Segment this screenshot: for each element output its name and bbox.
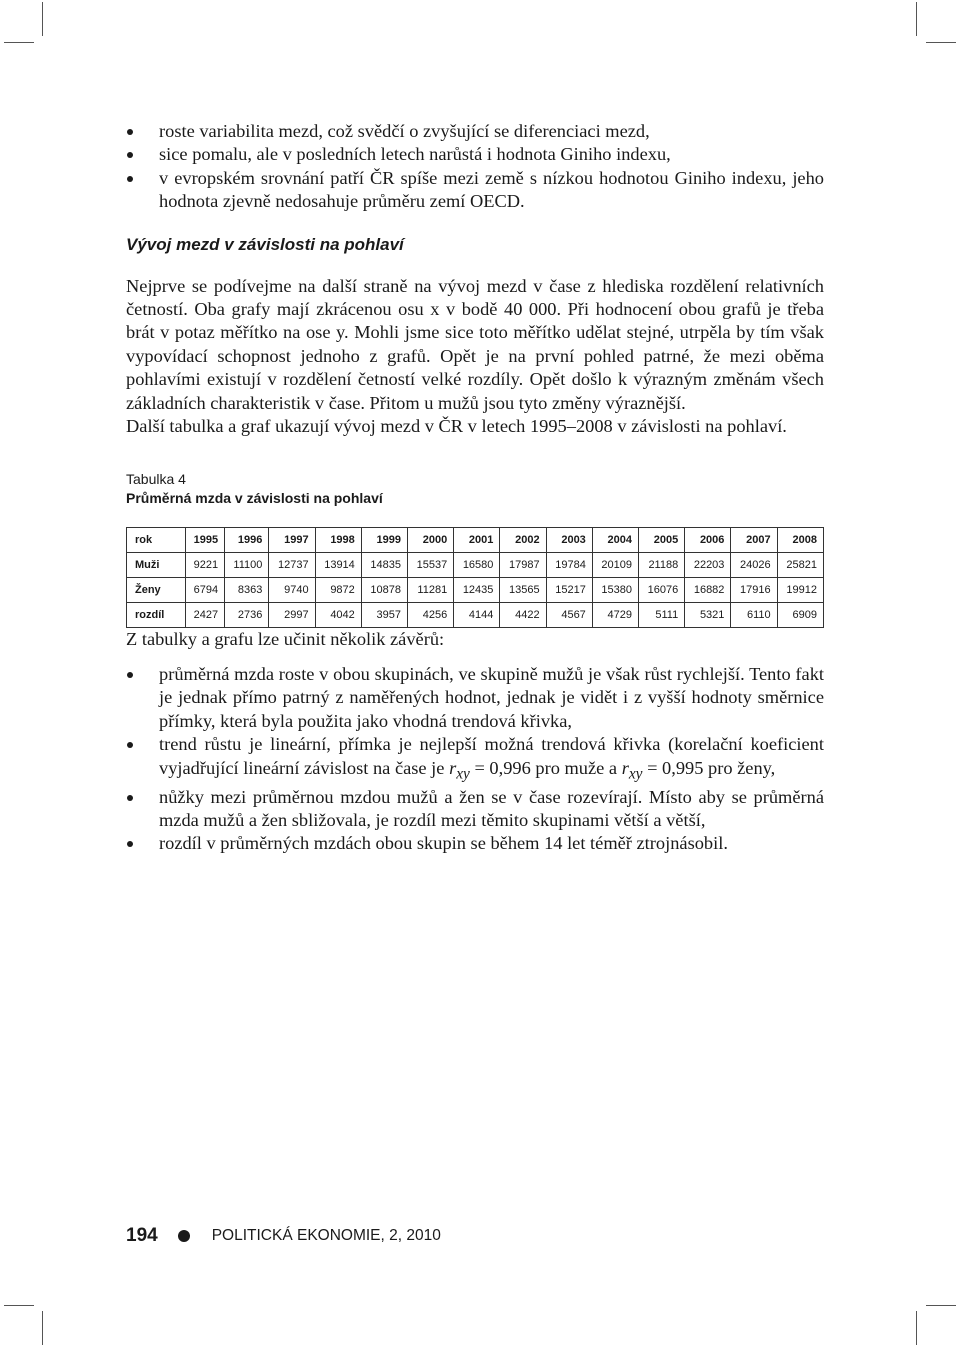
table-cell: 12737 — [269, 553, 315, 578]
table-cell: 4042 — [315, 603, 361, 628]
page-number: 194 — [126, 1225, 158, 1246]
table-cell: 21188 — [639, 553, 685, 578]
table-cell: 11281 — [408, 578, 454, 603]
bullet-separator-icon — [178, 1230, 190, 1242]
table-cell: 2007 — [731, 528, 777, 553]
crop-mark — [42, 1311, 43, 1345]
table-cell: 6110 — [731, 603, 777, 628]
list-item-text: trend růstu je lineární, přímka je nejlepší možná trendová křivka (korelační koeficient vyjadřující lineární závislost na čase je — [159, 734, 824, 778]
table-cell: 16580 — [454, 553, 500, 578]
table-row — [127, 553, 824, 578]
table-cell: 14835 — [361, 553, 407, 578]
table-cell: 2000 — [408, 528, 454, 553]
table-cell: 1997 — [269, 528, 315, 553]
table-cell: 2005 — [639, 528, 685, 553]
table-caption: Tabulka 4 — [126, 471, 186, 488]
table-cell: 19784 — [546, 553, 592, 578]
table-cell: 25821 — [777, 553, 823, 578]
table-cell: 6794 — [186, 578, 225, 603]
crop-mark — [916, 1311, 917, 1345]
table-cell: 1996 — [225, 528, 269, 553]
table-cell: 2736 — [225, 603, 269, 628]
table-cell: 1995 — [186, 528, 225, 553]
list-item — [126, 733, 824, 785]
page-footer — [126, 1224, 441, 1248]
page-content — [126, 120, 824, 856]
table-cell: 2427 — [186, 603, 225, 628]
table-cell: 4567 — [546, 603, 592, 628]
conclusions-intro: Z tabulky a grafu lze učinit několik závěrů: — [126, 629, 445, 650]
row-label: Muži — [127, 553, 186, 578]
table-cell: 2006 — [685, 528, 731, 553]
row-label: Ženy — [127, 578, 186, 603]
table-cell: 1998 — [315, 528, 361, 553]
table-cell: 17916 — [731, 578, 777, 603]
correlation-value-men: = 0,996 — [469, 757, 531, 778]
row-label: rozdíl — [127, 603, 186, 628]
correlation-symbol: r — [621, 757, 629, 778]
table-cell: 9221 — [186, 553, 225, 578]
list-item: rozdíl v průměrných mzdách obou skupin se během 14 let téměř ztrojnásobil. — [126, 832, 824, 855]
table-cell: 13914 — [315, 553, 361, 578]
table-cell: 5321 — [685, 603, 731, 628]
correlation-symbol: r — [449, 757, 457, 778]
table-header-row — [127, 528, 824, 553]
table-cell: 15380 — [592, 578, 638, 603]
table-cell: 10878 — [361, 578, 407, 603]
table-header-label: rok — [127, 528, 186, 553]
body-paragraph: Další tabulka a graf ukazují vývoj mezd v ČR v letech 1995–2008 v závislosti na pohlaví. — [126, 416, 787, 437]
table-cell: 22203 — [685, 553, 731, 578]
table-row — [127, 578, 824, 603]
table-cell: 2004 — [592, 528, 638, 553]
table-cell: 11100 — [225, 553, 269, 578]
body-paragraph: Nejprve se podívejme na další straně na vývoj mezd v čase z hlediska rozdělení relativních četností. Oba grafy mají zkrácenou osu x v bodě 40 000. Při hodnocení obou grafů je třeba brát v potaz měřítko na ose y. Mohli jsme sice toto měřítko udělat stejné, utrpěla by tím však vypovídací schopnost jednoho z grafů. Opět je na první pohled patrné, že mezi oběma pohlavími existují v rozdělení četností velké rozdíly. Opět došlo k výrazným změnám všech základních charakteristik v čase. Přitom u mužů jsou tyto změny výraznější. — [126, 275, 824, 413]
crop-mark — [4, 1305, 34, 1306]
table-cell: 16882 — [685, 578, 731, 603]
correlation-value-women: = 0,995 — [642, 757, 704, 778]
table-cell: 9740 — [269, 578, 315, 603]
table-cell: 4144 — [454, 603, 500, 628]
crop-mark — [926, 42, 956, 43]
crop-mark — [4, 42, 34, 43]
table-cell: 2008 — [777, 528, 823, 553]
table-cell: 6909 — [777, 603, 823, 628]
table-cell: 8363 — [225, 578, 269, 603]
list-item-text: pro ženy, — [703, 757, 776, 778]
table-cell: 15537 — [408, 553, 454, 578]
table-cell: 12435 — [454, 578, 500, 603]
list-item: nůžky mezi průměrnou mzdou mužů a žen se v čase rozevírají. Místo aby se průměrná mzda mužů a žen sbližovala, je rozdíl mezi těmito skupinami větší a větší, — [126, 786, 824, 833]
list-item: roste variabilita mezd, což svědčí o zvyšující se diferenciaci mezd, — [126, 120, 824, 143]
table-cell: 3957 — [361, 603, 407, 628]
table-cell: 17987 — [500, 553, 546, 578]
journal-name: POLITICKÁ EKONOMIE, 2, 2010 — [211, 1227, 441, 1244]
correlation-subscript: xy — [456, 765, 470, 783]
table-cell: 5111 — [639, 603, 685, 628]
table-cell: 16076 — [639, 578, 685, 603]
conclusion-bullet-list — [126, 663, 824, 856]
wage-table — [126, 527, 824, 628]
table-cell: 24026 — [731, 553, 777, 578]
list-item-text: pro muže a — [530, 757, 622, 778]
list-item: v evropském srovnání patří ČR spíše mezi země s nízkou hodnotou Giniho indexu, jeho hodnota zjevně nedosahuje průměru zemí OECD. — [126, 167, 824, 214]
table-cell: 2997 — [269, 603, 315, 628]
table-cell: 4422 — [500, 603, 546, 628]
crop-mark — [916, 2, 917, 36]
table-cell: 13565 — [500, 578, 546, 603]
table-title: Průměrná mzda v závislosti na pohlaví — [126, 490, 383, 507]
intro-bullet-list — [126, 120, 824, 214]
table-cell: 2003 — [546, 528, 592, 553]
table-cell: 1999 — [361, 528, 407, 553]
table-cell: 19912 — [777, 578, 823, 603]
table-cell: 4256 — [408, 603, 454, 628]
table-cell: 4729 — [592, 603, 638, 628]
correlation-subscript: xy — [628, 765, 643, 783]
list-item: sice pomalu, ale v posledních letech narůstá i hodnota Giniho indexu, — [126, 143, 824, 166]
table-cell: 2002 — [500, 528, 546, 553]
table-row — [127, 603, 824, 628]
table-cell: 2001 — [454, 528, 500, 553]
list-item: průměrná mzda roste v obou skupinách, ve skupině mužů je však růst rychlejší. Tento fakt je jednak přímo patrný z naměřených hodnot, jednak je vidět i z vyšší hodnoty směrnice přímky, která byla použita jako vhodná trendová křivka, — [126, 663, 824, 733]
crop-mark — [926, 1305, 956, 1306]
section-title: Vývoj mezd v závislosti na pohlaví — [126, 234, 404, 254]
table-cell: 9872 — [315, 578, 361, 603]
crop-mark — [42, 2, 43, 36]
table-cell: 20109 — [592, 553, 638, 578]
table-cell: 15217 — [546, 578, 592, 603]
